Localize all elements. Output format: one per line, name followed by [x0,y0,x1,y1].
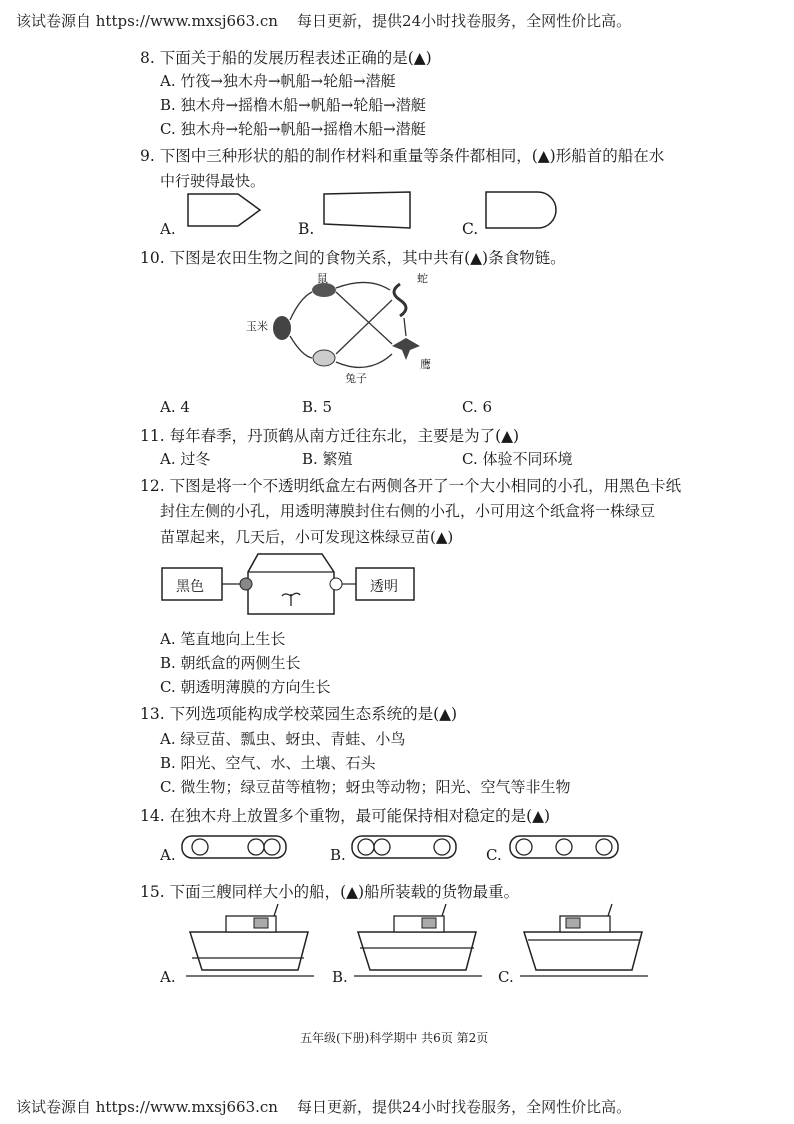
q14-option-c: C. [486,846,502,864]
label-transparent: 透明 [370,579,398,595]
banner-site-bottom: 该试卷源自 https://www.mxsj663.cn [16,1098,278,1116]
q12-option-a: A. 笔直地向上生长 [160,630,286,648]
q8-option-a: A. 竹筏→独木舟→帆船→轮船→潜艇 [160,72,396,90]
q13-stem: 13. 下列选项能构成学校菜园生态系统的是(▲) [140,705,458,723]
q15-option-b: B. [332,968,348,986]
banner-service-bottom: 每日更新，提供24小时找卷服务，全网性价比高。 [297,1098,632,1116]
q15-stem: 15. 下面三艘同样大小的船，(▲)船所装载的货物最重。 [140,883,520,901]
canoe-weights-c [508,834,622,860]
rabbit-icon [313,350,335,366]
q11-option-b: B. 繁殖 [302,450,353,468]
q15-option-a: A. [160,968,176,986]
q14-option-a: A. [160,846,176,864]
q9-option-c: C. [462,220,479,238]
flat-bow-shape [320,190,416,230]
label-snake: 蛇 [417,272,428,285]
sealed-hole-right-icon [330,578,342,590]
q12-stem-line2: 封住左侧的小孔，用透明薄膜封住右侧的小孔，小可用这个纸盒将一株绿豆 [160,502,656,520]
q10-stem: 10. 下图是农田生物之间的食物关系，其中共有(▲)条食物链。 [140,249,566,267]
label-eagle: 鹰 [420,358,431,371]
q9-option-a: A. [160,220,176,238]
bottom-banner [16,1096,631,1117]
canoe-weights-b [350,834,460,860]
q8-stem: 8. 下面关于船的发展历程表述正确的是(▲) [140,49,432,67]
seedling-icon [282,593,300,606]
q10-option-b: B. 5 [302,398,333,416]
q12-stem-line1: 12. 下图是将一个不透明纸盒左右两侧各开了一个大小相同的小孔，用黑色卡纸 [140,477,682,495]
q13-option-b: B. 阳光、空气、水、土壤、石头 [160,754,376,772]
q10-option-c: C. 6 [462,398,493,416]
round-bow-shape [484,190,564,230]
snake-icon [394,284,406,316]
label-rat: 鼠 [317,272,328,285]
q13-option-a: A. 绿豆苗、瓢虫、蚜虫、青蛙、小鸟 [160,730,406,748]
ship-a-icon [186,904,316,984]
q11-option-c: C. 体验不同环境 [462,450,573,468]
ship-b-icon [354,904,484,984]
q15-option-c: C. [498,968,514,986]
label-rabbit: 兔子 [345,372,367,385]
corn-icon [273,316,291,340]
page-footer: 五年级(下册)科学期中 共6页 第2页 [300,1031,489,1045]
pointed-bow-shape [186,192,266,228]
exam-sheet [0,38,794,1068]
q8-option-b: B. 独木舟→摇橹木船→帆船→轮船→潜艇 [160,96,426,114]
q11-stem: 11. 每年春季，丹顶鹤从南方迁往东北，主要是为了(▲) [140,427,520,445]
q12-stem-line3: 苗罩起来，几天后，小可发现这株绿豆苗(▲) [160,528,454,546]
q14-stem: 14. 在独木舟上放置多个重物，最可能保持相对稳定的是(▲) [140,807,551,825]
banner-service: 每日更新，提供24小时找卷服务，全网性价比高。 [297,12,632,30]
q11-option-a: A. 过冬 [160,450,211,468]
q12-option-c: C. 朝透明薄膜的方向生长 [160,678,331,696]
sealed-hole-left-icon [240,578,252,590]
eagle-icon [392,338,420,360]
ship-c-icon [520,904,650,984]
q8-option-c: C. 独木舟→轮船→帆船→摇橹木船→潜艇 [160,120,426,138]
q13-option-c: C. 微生物；绿豆苗等植物；蚜虫等动物；阳光、空气等非生物 [160,778,571,796]
q14-option-b: B. [330,846,346,864]
q10-option-a: A. 4 [160,398,190,416]
canoe-weights-a [180,834,290,860]
top-banner [16,10,631,31]
q9-stem-line1: 9. 下图中三种形状的船的制作材料和重量等条件都相同，(▲)形船首的船在水 [140,147,665,165]
banner-site: 该试卷源自 https://www.mxsj663.cn [16,12,278,30]
q12-option-b: B. 朝纸盒的两侧生长 [160,654,301,672]
label-black: 黑色 [176,579,204,595]
q9-option-b: B. [298,220,315,238]
q9-stem-line2: 中行驶得最快。 [160,172,266,190]
label-corn: 玉米 [246,320,268,333]
